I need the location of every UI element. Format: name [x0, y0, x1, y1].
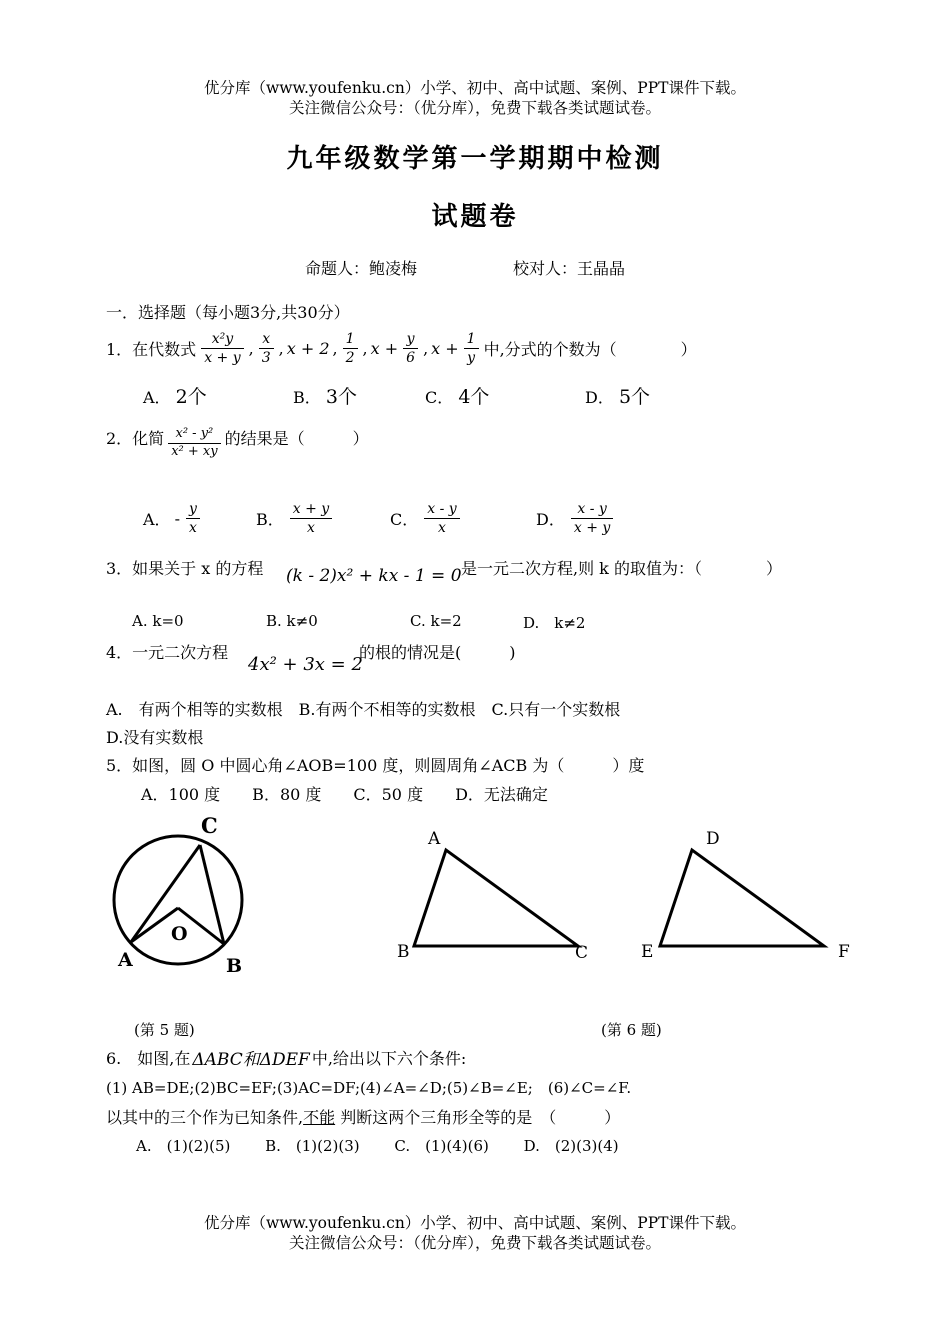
q2-expr: $\frac{\text{x² - y²}}{\text{x² + xy}}$: [168, 426, 220, 461]
q1-expr-1: $\frac{\text{x²y}}{x + y}$: [201, 330, 243, 367]
q1-expr-6a: x +: [431, 339, 459, 359]
triangle-def: [660, 850, 824, 946]
q6-conditions: (1) AB=DE;(2)BC=EF;(3)AC=DF;(4)∠A=∠D;(5)∠B=∠E; (6)∠C=∠F.: [106, 1079, 632, 1097]
label-tri-e: E: [641, 942, 654, 962]
q1-expr-4: $\frac{1}{2}$: [343, 330, 358, 367]
q2-option-d: D． $\frac{x - y}{x + y}$: [536, 500, 615, 537]
q4-equation: 4x² + 3x = 2: [248, 654, 363, 675]
label-b: B: [226, 955, 243, 977]
q1-option-c: C． 4个: [425, 386, 490, 408]
q4-suffix: 的根的情况是( ): [359, 643, 516, 662]
page-title: 九年级数学第一学期期中检测: [286, 144, 664, 174]
q3-equation: (k - 2)x² + kx - 1 = 0: [286, 566, 462, 586]
label-a: A: [118, 949, 133, 971]
q6-suffix: 中,给出以下六个条件:: [311, 1049, 467, 1068]
caption-q5: (第 5 题): [134, 1021, 195, 1039]
q2-option-c: C． $\frac{x - y}{x}$: [390, 500, 462, 537]
checker: 校对人：王晶晶: [513, 259, 626, 278]
q1-expr-6: $\frac{1}{y}$: [464, 330, 479, 367]
label-tri-d: D: [706, 829, 720, 849]
q3-suffix: 是一元二次方程,则 k 的取值为：（ ）: [461, 559, 782, 578]
q5-text: 5．如图，圆 O 中圆心角∠AOB=100 度，则圆周角∠ACB 为（ ）度: [106, 756, 645, 775]
q2-suffix: 的结果是（ ）: [224, 429, 369, 448]
q1-option-d: D． 5个: [585, 386, 651, 408]
q1-suffix: 中,分式的个数为（ ）: [483, 340, 697, 360]
q6-options: A. (1)(2)(5) B. (1)(2)(3) C. (1)(4)(6) D. (2)(3)(4): [136, 1137, 619, 1155]
q1-expr-5a: x +: [370, 339, 399, 359]
q1-expr-2: $\frac{x}{3}$: [259, 330, 274, 367]
q6-triangles: ΔABC和ΔDEF: [192, 1050, 310, 1070]
q1-expr-3: x + 2: [286, 339, 330, 359]
chord-ac: [131, 845, 200, 942]
caption-q6: (第 6 题): [601, 1021, 662, 1039]
label-c: C: [201, 813, 218, 838]
q3-option-d: D. k≠2: [523, 614, 586, 632]
q1-option-a: A． 2个: [143, 386, 207, 408]
q1-option-b: B． 3个: [293, 386, 357, 408]
q3-option-c: C. k=2: [410, 612, 462, 630]
label-tri-f: F: [838, 942, 850, 962]
q1-expr-5: $\frac{y}{6}$: [403, 330, 418, 367]
q5-options: A．100 度 B．80 度 C．50 度 D．无法确定: [141, 785, 548, 804]
page-subtitle: 试题卷: [431, 202, 519, 232]
q6-not-can: 不能: [303, 1108, 336, 1127]
q6-line-3: 以其中的三个作为已知条件,不能 判断这两个三角形全等的是 （ ）: [106, 1108, 621, 1127]
q4-options: A. 有两个相等的实数根 B.有两个不相等的实数根 C.只有一个实数根: [106, 700, 621, 719]
q3-option-b: B. k≠0: [266, 612, 318, 630]
q6-prefix: 6. 如图,在: [106, 1049, 191, 1068]
label-tri-a: A: [428, 829, 441, 849]
q4-prefix: 4．一元二次方程: [106, 643, 229, 662]
q3-option-a: A. k=0: [132, 612, 184, 630]
triangle-abc: [414, 850, 578, 946]
label-o: O: [171, 923, 188, 945]
label-tri-b: B: [397, 942, 410, 962]
question-1: 1．在代数式 $\frac{\text{x²y}}{x + y}$ , $\frac{x}{3}$ , x + 2 , $\frac{1}{2}$ , x + $\frac{y}{6}$ , x + $\frac{1}{y}$ 中,分式的个数为（ ）: [106, 331, 697, 367]
question-6: [106, 1045, 466, 1070]
header-line-2: 关注微信公众号：（优分库），免费下载各类试题试卷。: [288, 99, 661, 117]
q3-prefix: 3．如果关于 x 的方程: [106, 559, 264, 578]
q2-option-a: A． - $\frac{y}{x}$: [143, 500, 202, 537]
setter: 命题人：鲍凌梅: [305, 259, 418, 278]
footer-line-2: 关注微信公众号：（优分库），免费下载各类试题试卷。: [288, 1234, 661, 1252]
footer-line-1: 优分库（www.youfenku.cn）小学、初中、高中试题、案例、PPT课件下载。: [203, 1214, 747, 1232]
section-heading: 一．选择题（每小题3分,共30分）: [106, 303, 350, 322]
label-tri-c: C: [575, 943, 589, 963]
q4-option-d: D.没有实数根: [106, 728, 204, 747]
q2-option-b: B． $\frac{x + y}{x}$: [256, 500, 334, 537]
q2-prefix: 2．化简: [106, 429, 165, 448]
header-line-1: 优分库（www.youfenku.cn）小学、初中、高中试题、案例、PPT课件下载。: [203, 79, 747, 97]
q1-prefix: 1．在代数式: [106, 340, 197, 360]
